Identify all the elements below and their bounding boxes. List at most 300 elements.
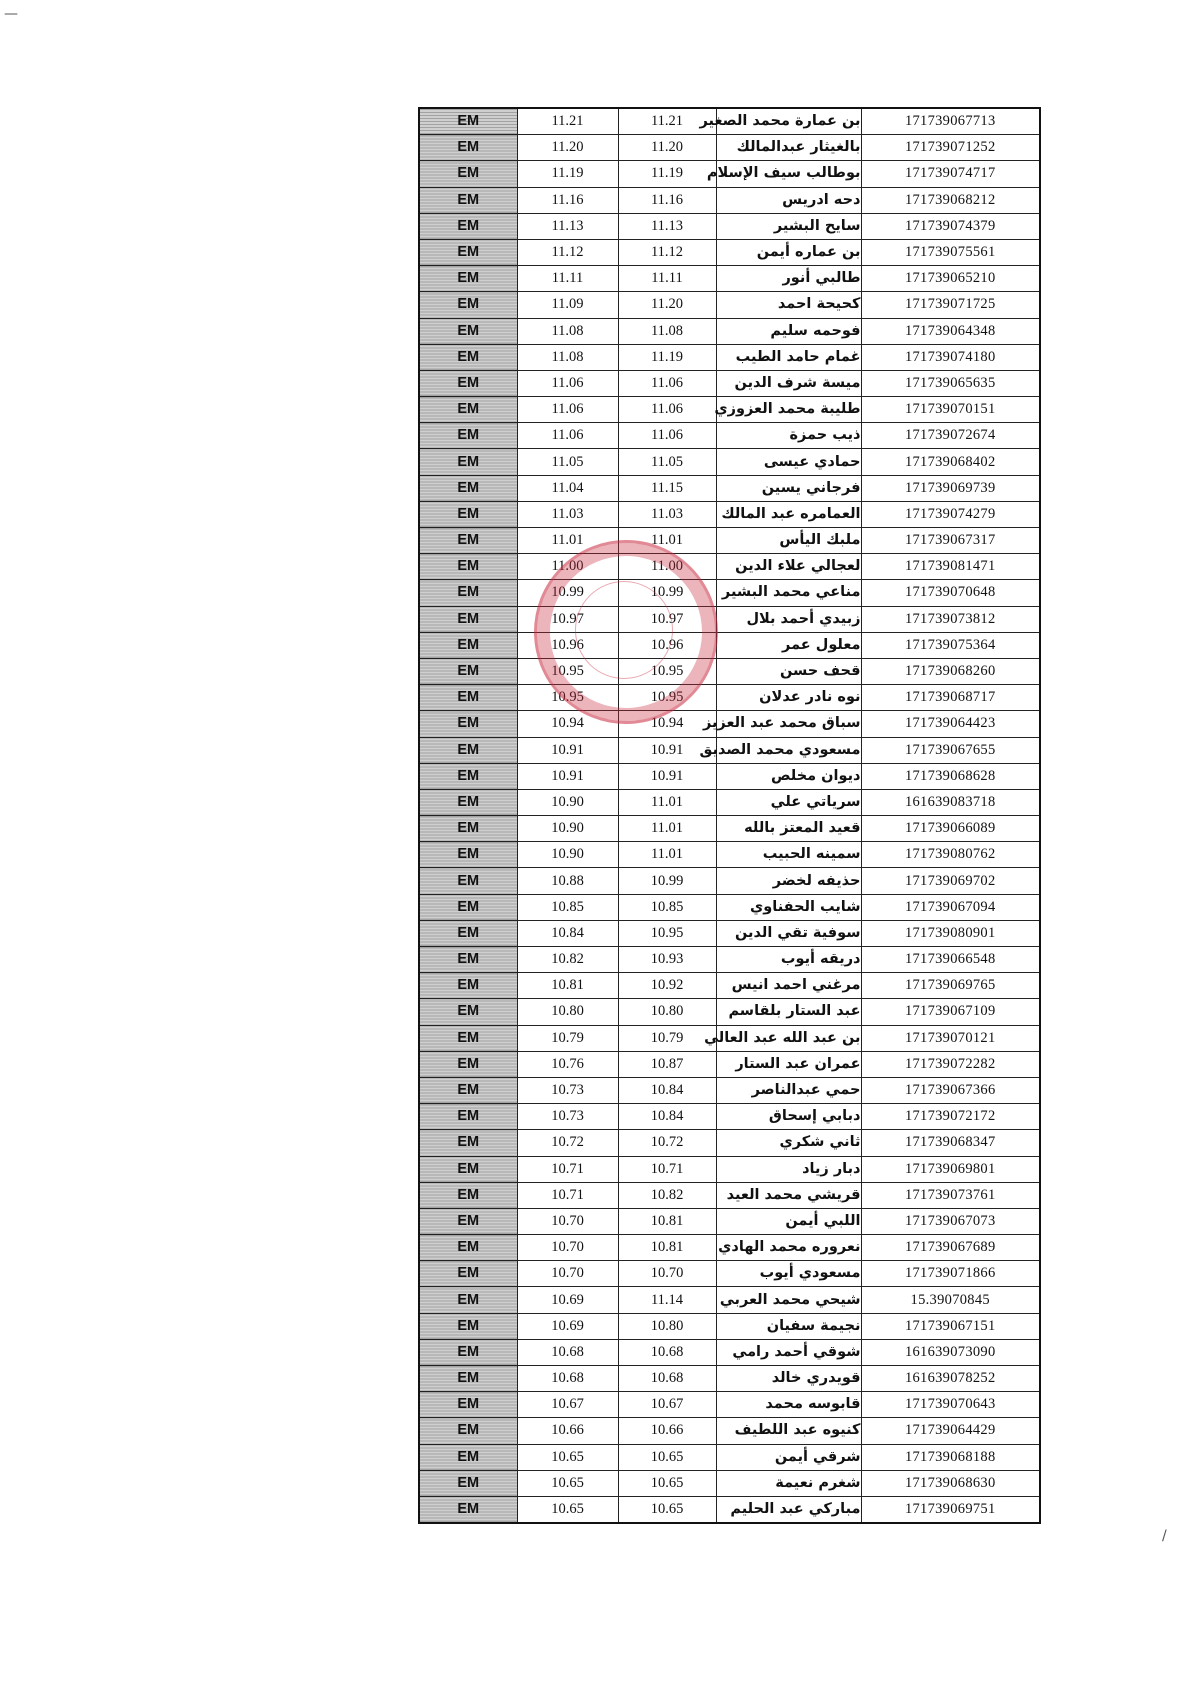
table-row [419, 1392, 1040, 1418]
student-name-cell: شغرم نعيمة [716, 1470, 861, 1496]
average-cell: 11.14 [618, 1287, 716, 1313]
table-row [419, 1313, 1040, 1339]
student-name-cell: حمادي عيسى [716, 449, 861, 475]
average-cell: 10.79 [517, 1025, 618, 1051]
student-name-cell: سباق محمد عبد العزيز [716, 711, 861, 737]
student-name-cell: بن عماره أيمن [716, 239, 861, 265]
table-row [419, 318, 1040, 344]
table-row [419, 606, 1040, 632]
average-cell: 11.00 [517, 554, 618, 580]
registration-id-cell: 171739080901 [861, 920, 1040, 946]
status-cell: EM [419, 606, 517, 632]
status-cell: EM [419, 501, 517, 527]
average-cell: 11.12 [618, 239, 716, 265]
registration-id-cell: 171739068212 [861, 187, 1040, 213]
registration-id-cell: 171739071725 [861, 292, 1040, 318]
table-row [419, 135, 1040, 161]
average-cell: 11.08 [517, 344, 618, 370]
student-name-cell: فوحمه سليم [716, 318, 861, 344]
results-table-body [419, 108, 1040, 1523]
status-cell: EM [419, 1130, 517, 1156]
average-cell: 10.84 [618, 1077, 716, 1103]
registration-id-cell: 171739080762 [861, 842, 1040, 868]
average-cell: 11.03 [618, 501, 716, 527]
status-cell: EM [419, 187, 517, 213]
table-row [419, 1051, 1040, 1077]
student-name-cell: دريقه أيوب [716, 947, 861, 973]
average-cell: 11.04 [517, 475, 618, 501]
registration-id-cell: 171739069702 [861, 868, 1040, 894]
average-cell: 10.99 [517, 580, 618, 606]
status-cell: EM [419, 449, 517, 475]
table-row [419, 292, 1040, 318]
average-cell: 11.00 [618, 554, 716, 580]
table-row [419, 947, 1040, 973]
average-cell: 11.09 [517, 292, 618, 318]
student-name-cell: زبيدي أحمد بلال [716, 606, 861, 632]
average-cell: 10.65 [517, 1444, 618, 1470]
student-name-cell: قابوسه محمد [716, 1392, 861, 1418]
average-cell: 10.90 [517, 789, 618, 815]
average-cell: 10.95 [517, 685, 618, 711]
scan-mark-icon: — [4, 6, 18, 22]
average-cell: 11.05 [618, 449, 716, 475]
student-name-cell: مسعودي محمد الصديق [716, 737, 861, 763]
table-row [419, 161, 1040, 187]
average-cell: 10.73 [517, 1104, 618, 1130]
table-row [419, 1418, 1040, 1444]
student-name-cell: بوطالب سيف الإسلام [716, 161, 861, 187]
average-cell: 10.94 [517, 711, 618, 737]
average-cell: 11.15 [618, 475, 716, 501]
status-cell: EM [419, 632, 517, 658]
table-row [419, 370, 1040, 396]
registration-id-cell: 171739066548 [861, 947, 1040, 973]
status-cell: EM [419, 135, 517, 161]
table-row [419, 423, 1040, 449]
average-cell: 10.67 [618, 1392, 716, 1418]
average-cell: 10.91 [618, 737, 716, 763]
registration-id-cell: 171739070121 [861, 1025, 1040, 1051]
status-cell: EM [419, 239, 517, 265]
registration-id-cell: 171739068260 [861, 658, 1040, 684]
average-cell: 10.97 [517, 606, 618, 632]
status-cell: EM [419, 816, 517, 842]
average-cell: 11.08 [618, 318, 716, 344]
status-cell: EM [419, 1496, 517, 1523]
average-cell: 10.68 [618, 1366, 716, 1392]
average-cell: 10.80 [618, 999, 716, 1025]
student-name-cell: مباركي عبد الحليم [716, 1496, 861, 1523]
registration-id-cell: 171739072674 [861, 423, 1040, 449]
status-cell: EM [419, 1444, 517, 1470]
status-cell: EM [419, 318, 517, 344]
table-row [419, 554, 1040, 580]
registration-id-cell: 171739075561 [861, 239, 1040, 265]
average-cell: 10.82 [618, 1182, 716, 1208]
status-cell: EM [419, 1156, 517, 1182]
status-cell: EM [419, 528, 517, 554]
registration-id-cell: 171739069765 [861, 973, 1040, 999]
registration-id-cell: 161639078252 [861, 1366, 1040, 1392]
average-cell: 11.20 [517, 135, 618, 161]
average-cell: 10.81 [517, 973, 618, 999]
average-cell: 10.84 [618, 1104, 716, 1130]
status-cell: EM [419, 475, 517, 501]
student-name-cell: لعجالي علاء الدين [716, 554, 861, 580]
average-cell: 11.21 [517, 108, 618, 135]
registration-id-cell: 171739064348 [861, 318, 1040, 344]
average-cell: 11.01 [618, 816, 716, 842]
registration-id-cell: 171739068628 [861, 763, 1040, 789]
student-name-cell: بن عبد الله عبد العالي [716, 1025, 861, 1051]
student-name-cell: اللبي أيمن [716, 1208, 861, 1234]
registration-id-cell: 171739064423 [861, 711, 1040, 737]
average-cell: 10.65 [517, 1496, 618, 1523]
average-cell: 11.03 [517, 501, 618, 527]
table-row [419, 868, 1040, 894]
status-cell: EM [419, 1339, 517, 1365]
average-cell: 10.73 [517, 1077, 618, 1103]
status-cell: EM [419, 947, 517, 973]
registration-id-cell: 171739069801 [861, 1156, 1040, 1182]
student-name-cell: بن عمارة محمد الصغير [716, 108, 861, 135]
student-name-cell: قويدري خالد [716, 1366, 861, 1392]
results-table [418, 107, 1041, 1524]
table-row [419, 658, 1040, 684]
table-row [419, 1156, 1040, 1182]
average-cell: 10.69 [517, 1287, 618, 1313]
status-cell: EM [419, 1261, 517, 1287]
registration-id-cell: 171739074180 [861, 344, 1040, 370]
status-cell: EM [419, 554, 517, 580]
average-cell: 10.85 [517, 894, 618, 920]
student-name-cell: سوفية تقي الدين [716, 920, 861, 946]
average-cell: 11.01 [618, 528, 716, 554]
student-name-cell: سمينه الحبيب [716, 842, 861, 868]
student-name-cell: طليبة محمد العزوزي [716, 397, 861, 423]
registration-id-cell: 171739067109 [861, 999, 1040, 1025]
table-row [419, 1235, 1040, 1261]
registration-id-cell: 171739071252 [861, 135, 1040, 161]
registration-id-cell: 171739067689 [861, 1235, 1040, 1261]
registration-id-cell: 171739074379 [861, 213, 1040, 239]
student-name-cell: قعيد المعتز بالله [716, 816, 861, 842]
table-row [419, 1025, 1040, 1051]
table-row [419, 580, 1040, 606]
average-cell: 10.81 [618, 1235, 716, 1261]
average-cell: 10.95 [517, 658, 618, 684]
student-name-cell: غمام حامد الطيب [716, 344, 861, 370]
table-row [419, 1470, 1040, 1496]
average-cell: 10.84 [517, 920, 618, 946]
student-name-cell: نوه نادر عدلان [716, 685, 861, 711]
average-cell: 11.05 [517, 449, 618, 475]
average-cell: 10.96 [517, 632, 618, 658]
average-cell: 10.76 [517, 1051, 618, 1077]
table-row [419, 685, 1040, 711]
table-row [419, 501, 1040, 527]
registration-id-cell: 161639073090 [861, 1339, 1040, 1365]
registration-id-cell: 171739073761 [861, 1182, 1040, 1208]
student-name-cell: فرجاني يسين [716, 475, 861, 501]
table-row [419, 397, 1040, 423]
status-cell: EM [419, 1104, 517, 1130]
table-row [419, 1261, 1040, 1287]
status-cell: EM [419, 1287, 517, 1313]
table-row [419, 632, 1040, 658]
status-cell: EM [419, 1051, 517, 1077]
status-cell: EM [419, 711, 517, 737]
table-row [419, 737, 1040, 763]
average-cell: 10.65 [618, 1496, 716, 1523]
table-row [419, 1339, 1040, 1365]
average-cell: 10.94 [618, 711, 716, 737]
average-cell: 10.68 [618, 1339, 716, 1365]
status-cell: EM [419, 1235, 517, 1261]
status-cell: EM [419, 161, 517, 187]
average-cell: 10.70 [618, 1261, 716, 1287]
average-cell: 10.91 [618, 763, 716, 789]
average-cell: 10.65 [618, 1470, 716, 1496]
status-cell: EM [419, 763, 517, 789]
average-cell: 10.71 [618, 1156, 716, 1182]
average-cell: 10.82 [517, 947, 618, 973]
registration-id-cell: 171739070648 [861, 580, 1040, 606]
average-cell: 10.79 [618, 1025, 716, 1051]
table-row [419, 894, 1040, 920]
average-cell: 10.70 [517, 1235, 618, 1261]
student-name-cell: معلول عمر [716, 632, 861, 658]
status-cell: EM [419, 842, 517, 868]
table-row [419, 1077, 1040, 1103]
table-row [419, 344, 1040, 370]
status-cell: EM [419, 580, 517, 606]
table-row [419, 449, 1040, 475]
average-cell: 11.20 [618, 135, 716, 161]
average-cell: 10.90 [517, 842, 618, 868]
table-row [419, 842, 1040, 868]
registration-id-cell: 171739067151 [861, 1313, 1040, 1339]
table-row [419, 213, 1040, 239]
average-cell: 11.13 [618, 213, 716, 239]
student-name-cell: مناعي محمد البشير [716, 580, 861, 606]
student-name-cell: نعروره محمد الهادي [716, 1235, 861, 1261]
table-row [419, 1208, 1040, 1234]
average-cell: 10.68 [517, 1366, 618, 1392]
average-cell: 11.19 [517, 161, 618, 187]
average-cell: 10.65 [517, 1470, 618, 1496]
status-cell: EM [419, 1208, 517, 1234]
average-cell: 11.06 [618, 397, 716, 423]
average-cell: 10.91 [517, 737, 618, 763]
status-cell: EM [419, 344, 517, 370]
student-name-cell: ملبك اليأس [716, 528, 861, 554]
student-name-cell: دبابي إسحاق [716, 1104, 861, 1130]
average-cell: 10.70 [517, 1261, 618, 1287]
status-cell: EM [419, 1313, 517, 1339]
table-row [419, 973, 1040, 999]
average-cell: 11.11 [618, 266, 716, 292]
average-cell: 10.93 [618, 947, 716, 973]
average-cell: 10.66 [517, 1418, 618, 1444]
registration-id-cell: 171739075364 [861, 632, 1040, 658]
average-cell: 10.80 [618, 1313, 716, 1339]
table-row [419, 999, 1040, 1025]
status-cell: EM [419, 1470, 517, 1496]
average-cell: 10.69 [517, 1313, 618, 1339]
status-cell: EM [419, 213, 517, 239]
registration-id-cell: 171739067655 [861, 737, 1040, 763]
average-cell: 11.21 [618, 108, 716, 135]
status-cell: EM [419, 1182, 517, 1208]
student-name-cell: ميسة شرف الدين [716, 370, 861, 396]
student-name-cell: حمي عبدالناصر [716, 1077, 861, 1103]
registration-id-cell: 171739067713 [861, 108, 1040, 135]
registration-id-cell: 171739065635 [861, 370, 1040, 396]
average-cell: 10.95 [618, 658, 716, 684]
status-cell: EM [419, 423, 517, 449]
status-cell: EM [419, 658, 517, 684]
status-cell: EM [419, 292, 517, 318]
student-name-cell: سايح البشير [716, 213, 861, 239]
average-cell: 10.85 [618, 894, 716, 920]
student-name-cell: دبار زياد [716, 1156, 861, 1182]
registration-id-cell: 15.39070845 [861, 1287, 1040, 1313]
average-cell: 11.19 [618, 344, 716, 370]
status-cell: EM [419, 1025, 517, 1051]
average-cell: 11.16 [618, 187, 716, 213]
table-row [419, 1496, 1040, 1523]
registration-id-cell: 171739066089 [861, 816, 1040, 842]
table-row [419, 108, 1040, 135]
status-cell: EM [419, 266, 517, 292]
registration-id-cell: 171739070151 [861, 397, 1040, 423]
average-cell: 11.06 [517, 423, 618, 449]
registration-id-cell: 171739081471 [861, 554, 1040, 580]
status-cell: EM [419, 108, 517, 135]
student-name-cell: عبد الستار بلقاسم [716, 999, 861, 1025]
registration-id-cell: 171739067094 [861, 894, 1040, 920]
average-cell: 10.67 [517, 1392, 618, 1418]
student-name-cell: شوقي أحمد رامي [716, 1339, 861, 1365]
status-cell: EM [419, 894, 517, 920]
registration-id-cell: 171739069751 [861, 1496, 1040, 1523]
average-cell: 10.71 [517, 1156, 618, 1182]
average-cell: 11.13 [517, 213, 618, 239]
scan-mark-icon: / [1162, 1528, 1167, 1544]
registration-id-cell: 171739071866 [861, 1261, 1040, 1287]
average-cell: 10.68 [517, 1339, 618, 1365]
registration-id-cell: 171739074717 [861, 161, 1040, 187]
status-cell: EM [419, 370, 517, 396]
status-cell: EM [419, 685, 517, 711]
student-name-cell: سرياتي علي [716, 789, 861, 815]
average-cell: 10.72 [618, 1130, 716, 1156]
registration-id-cell: 171739072282 [861, 1051, 1040, 1077]
registration-id-cell: 171739068717 [861, 685, 1040, 711]
average-cell: 10.91 [517, 763, 618, 789]
registration-id-cell: 171739068630 [861, 1470, 1040, 1496]
average-cell: 10.99 [618, 868, 716, 894]
table-row [419, 528, 1040, 554]
student-name-cell: شايب الحفناوي [716, 894, 861, 920]
status-cell: EM [419, 1392, 517, 1418]
average-cell: 11.01 [618, 842, 716, 868]
table-row [419, 475, 1040, 501]
student-name-cell: العمامره عبد المالك [716, 501, 861, 527]
status-cell: EM [419, 737, 517, 763]
registration-id-cell: 171739067317 [861, 528, 1040, 554]
average-cell: 11.06 [618, 370, 716, 396]
table-row [419, 1444, 1040, 1470]
average-cell: 10.66 [618, 1418, 716, 1444]
table-row [419, 789, 1040, 815]
table-row [419, 266, 1040, 292]
table-row [419, 239, 1040, 265]
registration-id-cell: 171739069739 [861, 475, 1040, 501]
average-cell: 11.16 [517, 187, 618, 213]
average-cell: 10.88 [517, 868, 618, 894]
student-name-cell: ذيب حمزة [716, 423, 861, 449]
average-cell: 10.71 [517, 1182, 618, 1208]
student-name-cell: طالبي أنور [716, 266, 861, 292]
table-row [419, 711, 1040, 737]
status-cell: EM [419, 920, 517, 946]
student-name-cell: عمران عبد الستار [716, 1051, 861, 1077]
table-row [419, 1130, 1040, 1156]
registration-id-cell: 171739073812 [861, 606, 1040, 632]
table-row [419, 1366, 1040, 1392]
average-cell: 10.72 [517, 1130, 618, 1156]
registration-id-cell: 171739068402 [861, 449, 1040, 475]
table-row [419, 187, 1040, 213]
student-name-cell: دحه ادريس [716, 187, 861, 213]
registration-id-cell: 171739064429 [861, 1418, 1040, 1444]
average-cell: 10.65 [618, 1444, 716, 1470]
status-cell: EM [419, 1077, 517, 1103]
registration-id-cell: 171739065210 [861, 266, 1040, 292]
student-name-cell: قحف حسن [716, 658, 861, 684]
student-name-cell: كنيوه عبد اللطيف [716, 1418, 861, 1444]
status-cell: EM [419, 1418, 517, 1444]
status-cell: EM [419, 1366, 517, 1392]
average-cell: 11.06 [517, 397, 618, 423]
average-cell: 11.11 [517, 266, 618, 292]
average-cell: 11.08 [517, 318, 618, 344]
student-name-cell: مسعودي أيوب [716, 1261, 861, 1287]
average-cell: 11.06 [618, 423, 716, 449]
average-cell: 11.19 [618, 161, 716, 187]
registration-id-cell: 171739067073 [861, 1208, 1040, 1234]
average-cell: 10.99 [618, 580, 716, 606]
status-cell: EM [419, 973, 517, 999]
status-cell: EM [419, 999, 517, 1025]
registration-id-cell: 161639083718 [861, 789, 1040, 815]
registration-id-cell: 171739068188 [861, 1444, 1040, 1470]
average-cell: 11.06 [517, 370, 618, 396]
registration-id-cell: 171739068347 [861, 1130, 1040, 1156]
table-row [419, 763, 1040, 789]
registration-id-cell: 171739074279 [861, 501, 1040, 527]
average-cell: 10.95 [618, 685, 716, 711]
table-row [419, 920, 1040, 946]
average-cell: 10.87 [618, 1051, 716, 1077]
average-cell: 10.97 [618, 606, 716, 632]
student-name-cell: شرقي أيمن [716, 1444, 861, 1470]
average-cell: 11.20 [618, 292, 716, 318]
student-name-cell: كحيحة احمد [716, 292, 861, 318]
